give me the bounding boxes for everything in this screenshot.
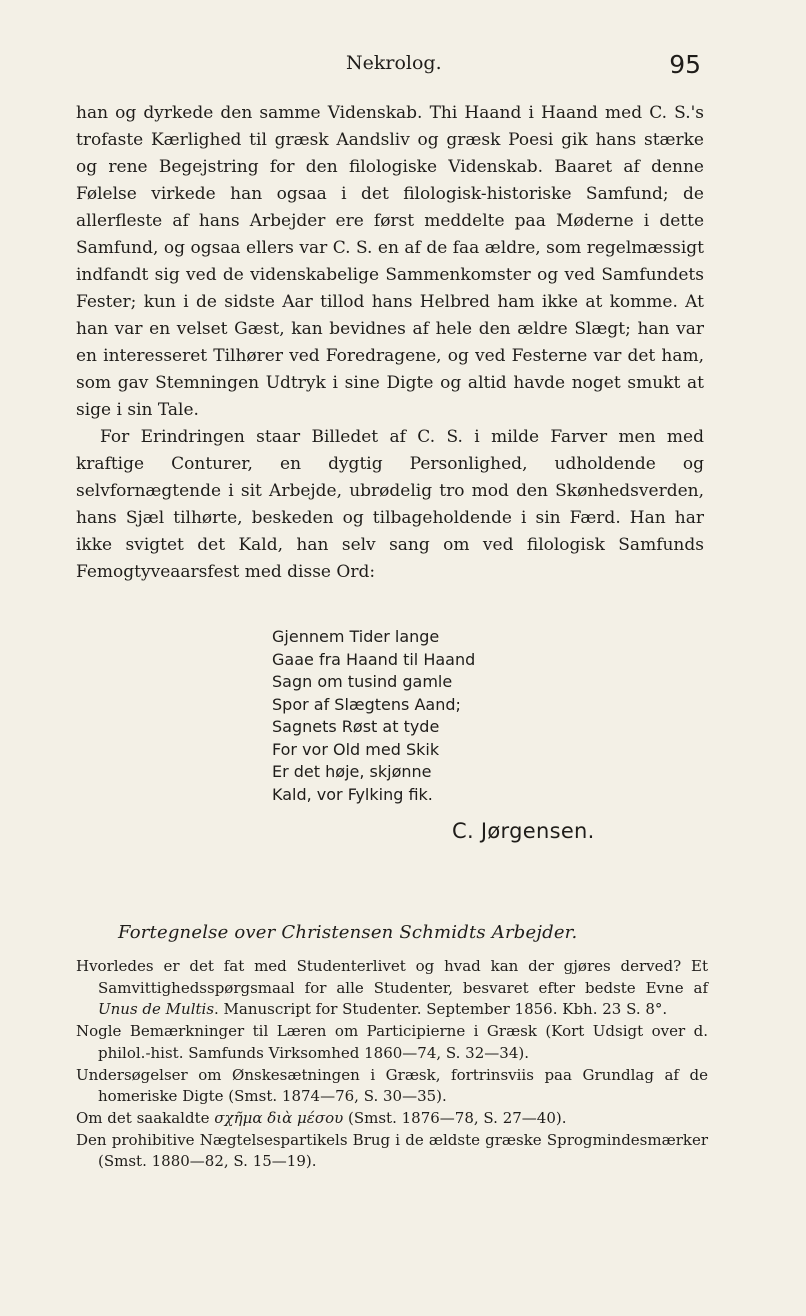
poem-line: Gaae fra Haand til Haand [272, 649, 476, 669]
works-entry [76, 1065, 708, 1108]
poem-line: Sagn om tusind gamle [272, 672, 453, 691]
section-title: Fortegnelse over Christensen Schmidts Arbejder. [118, 922, 578, 943]
poem [272, 626, 475, 806]
entry-italic: σχῆμα διὰ μέσου [214, 1108, 344, 1127]
entry-italic: Unus de Multis [98, 1000, 215, 1019]
obituary-text [76, 100, 704, 586]
running-title: Nekrolog. [346, 52, 442, 74]
works-entry [76, 1108, 708, 1130]
works-list [76, 956, 708, 1173]
author-signature: C. Jørgensen. [452, 819, 595, 843]
poem-line: For vor Old med Skik [272, 739, 440, 759]
page-header [76, 50, 701, 82]
poem-line: Er det høje, skjønne [272, 762, 432, 781]
page-number: 95 [669, 50, 701, 79]
poem-line: Kald, vor Fylking fik. [272, 784, 433, 804]
poem-line: Gjennem Tider lange [272, 627, 440, 646]
entry-rest: (Smst. 1876—78, S. 27—40). [343, 1108, 567, 1127]
works-entry [76, 1021, 708, 1064]
entry-text: Nogle Bemærkninger til Læren om Participierne i Græsk (Kort Udsigt over d. philol.-hist. Samfunds Virksomhed 1860—74, S. 32—34). [76, 1022, 708, 1062]
entry-text: Om det saakaldte [76, 1108, 215, 1127]
entry-text: Hvorledes er det fat med Studenterlivet og hvad kan der gjøres derved? Et Samvittighedsspørgsmaal for alle Studenter, besvaret efter bedste Evne af [76, 957, 708, 997]
works-entry [76, 956, 708, 1021]
entry-rest: . Manuscript for Studenter. September 1856. Kbh. 23 S. 8°. [214, 1000, 668, 1019]
paragraph: For Erindringen staar Billedet af C. S. i milde Farver men med kraftige Conturer, en dygtig Personlighed, udholdende og selvfornægtende i sit Arbejde, ubrødelig tro mod den Skønhedsverden, hans Sjæl tilhørte, beskeden og tilbageholdende i sin Færd. Han har ikke svigtet det Kald, han selv sang om ved filologisk Samfunds Femogtyveaarsfest med disse Ord: [76, 427, 704, 582]
poem-line: Spor af Slægtens Aand; [272, 694, 461, 714]
entry-text: Undersøgelser om Ønskesætningen i Græsk, fortrinsviis paa Grundlag af de homeriske Digte (Smst. 1874—76, S. 30—35). [76, 1065, 708, 1106]
works-entry [76, 1130, 708, 1173]
paragraph: han og dyrkede den samme Videnskab. Thi Haand i Haand med C. S.'s trofaste Kærlighed til græsk Aandsliv og græsk Poesi gik hans stærke og rene Begejstring for den filologiske Videnskab. Baaret af denne Følelse virkede han ogsaa i det filologisk-historiske Samfund; de allerfleste af hans Arbejder ere først meddelte paa Møderne i dette Samfund, og ogsaa ellers var C. S. en af de faa ældre, som regelmæssigt indfandt sig ved de videnskabelige Sammenkomster og ved Samfundets Fester; kun i de sidste Aar tillod hans Helbred ham ikke at komme. At han var en velset Gæst, kan bevidnes af hele den ældre Slægt; han var en interesseret Tilhører ved Foredragene, og ved Festerne var det ham, som gav Stemningen Udtryk i sine Digte og altid havde noget smukt at sige i sin Tale. [76, 103, 704, 420]
entry-text: Den prohibitive Nægtelsespartikels Brug i de ældste græske Sprogmindesmærker (Smst. 1880—82, S. 15—19). [76, 1130, 708, 1171]
poem-line: Sagnets Røst at tyde [272, 717, 440, 736]
